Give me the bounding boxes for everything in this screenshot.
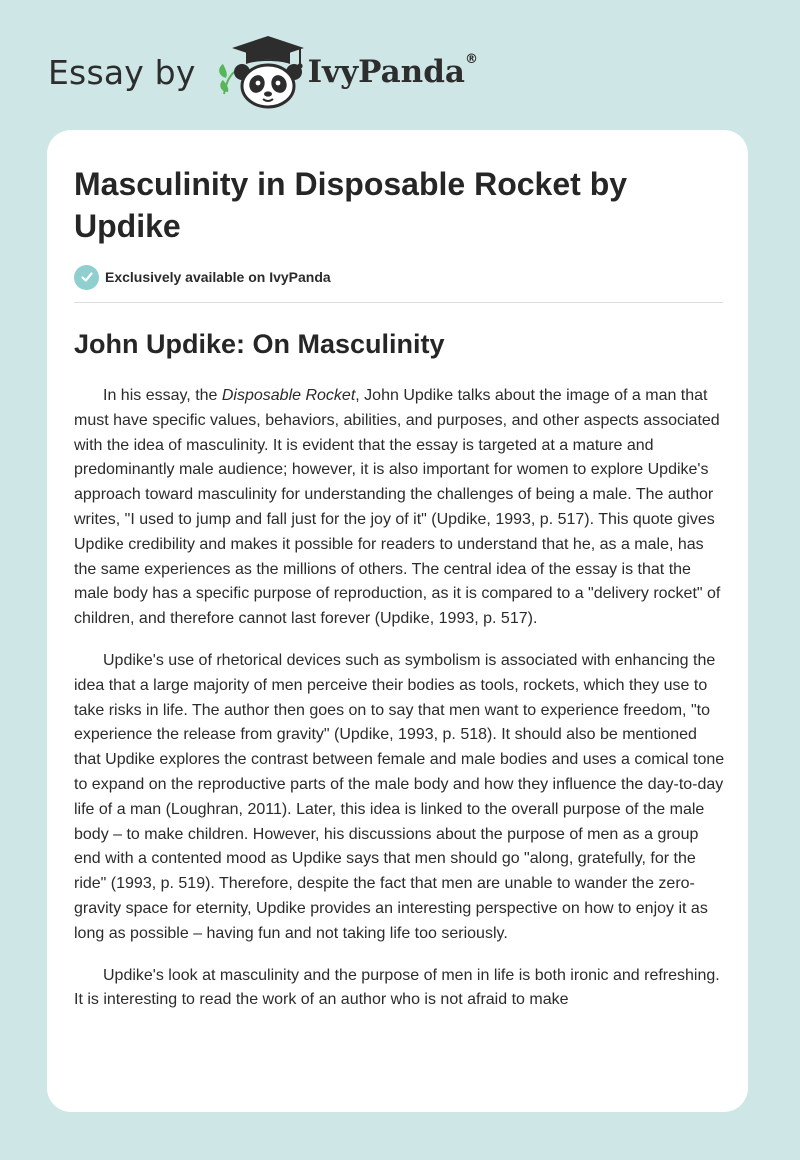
check-circle-icon bbox=[74, 265, 99, 290]
page-title: Masculinity in Disposable Rocket by Updike bbox=[74, 166, 628, 244]
essay-paragraph-1: In his essay, the Disposable Rocket, John Updike talks about the image of a man that must have specific values, behaviors, abilities, and purposes, and other aspects associated with the idea of masculinity. It is evident that the essay is targeted at a mature and predominantly male audience; however, it is also important for women to explore Updike's approach toward masculinity for understanding the challenges of being a male. The author writes, "I used to jump and fall just for the joy of it" (Updike, 1993, p. 517). This quote gives Updike credibility and makes it possible for readers to understand that he, as a male, has the same experiences as the millions of others. The central idea of the essay is that the male body has a specific purpose of reproduction, as it is compared to a "delivery rocket" of children, and therefore cannot last forever (Updike, 1993, p. 517). bbox=[74, 387, 721, 628]
brand-header[interactable] bbox=[48, 34, 478, 110]
brand-prefix: Essay by bbox=[48, 52, 196, 92]
essay-title-italic: Disposable Rocket bbox=[221, 387, 356, 404]
panda-graduate-icon bbox=[214, 34, 306, 110]
divider bbox=[74, 302, 723, 303]
exclusive-badge bbox=[74, 264, 331, 290]
essay-paragraph-3: Updike's look at masculinity and the purpose of men in life is both ironic and refreshing. It is interesting to read the work of an author who is not afraid to make bbox=[74, 966, 720, 1009]
registered-mark: ® bbox=[464, 52, 478, 67]
brand-name: IvyPanda® bbox=[307, 52, 478, 90]
essay-paragraph-2: Updike's use of rhetorical devices such as symbolism is associated with enhancing the idea that a large majority of men perceive their bodies as tools, rockets, which they use to take risks in life. The author then goes on to say that men want to experience freedom, "to experience the release from gravity" (Updike, 1993, p. 518). It should also be mentioned that Updike explores the contrast between female and male bodies and uses a comical tone to expand on the reproductive parts of the male body and how they influence the day-to-day life of a man (Loughran, 2011). Later, this idea is linked to the overall purpose of the male body – to make children. However, his discussions about the purpose of men as a group end with a contented mood as Updike says that men should go "along, gratefully, for the ride" (1993, p. 519). Therefore, despite the fact that men are unable to wander the zero-gravity space for eternity, Updike provides an interesting perspective on how to enjoy it as long as possible – having fun and not taking life too seriously. bbox=[74, 651, 725, 942]
exclusive-label: Exclusively available on IvyPanda bbox=[105, 269, 331, 285]
section-heading: John Updike: On Masculinity bbox=[74, 329, 445, 359]
essay-card bbox=[47, 130, 748, 1112]
essay-body bbox=[74, 384, 726, 1030]
